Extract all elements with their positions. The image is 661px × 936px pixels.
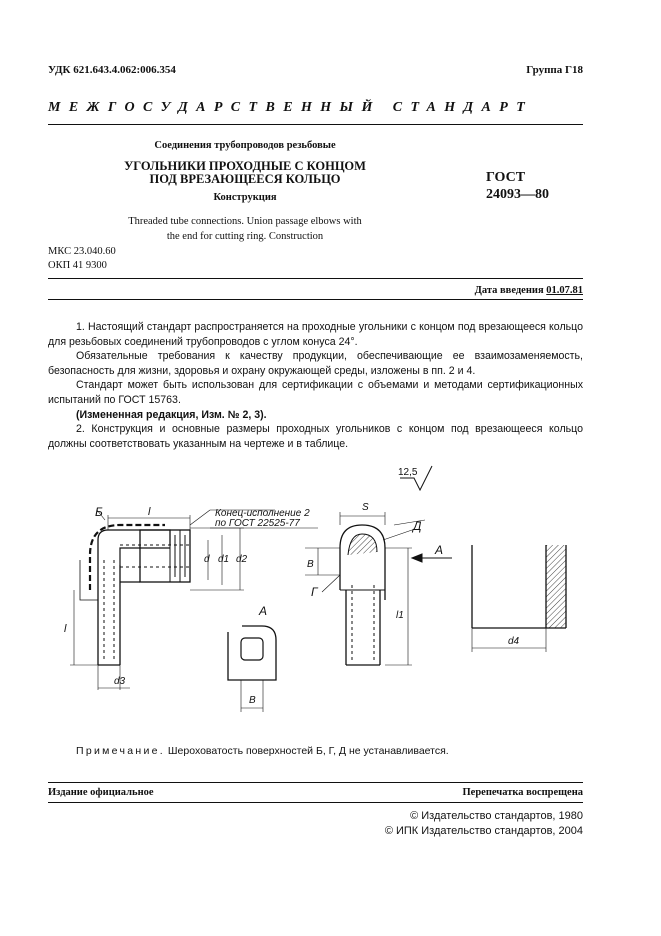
english-title-line1: Threaded tube connections. Union passage elbows with <box>128 216 362 227</box>
effective-date-value: 01.07.81 <box>546 285 583 296</box>
label-surface-g: Г <box>311 585 318 599</box>
paragraph-4: 2. Конструкция и основные размеры проходных угольников с концом под врезающееся кольцо должны соответствовать указанным на чертеже и в таблице. <box>48 423 583 450</box>
label-l1: l1 <box>396 610 404 621</box>
english-title <box>110 214 380 244</box>
effective-date-label: Дата введения <box>474 285 544 296</box>
amendment-note: (Измененная редакция, Изм. № 2, 3). <box>76 408 267 421</box>
mks-code: МКС 23.040.60 <box>48 246 116 257</box>
elbow-section-view <box>305 512 452 665</box>
udk-code: УДК 621.643.4.062:006.354 <box>48 64 176 76</box>
header-rule <box>48 124 583 125</box>
effective-date <box>475 285 583 296</box>
label-arrow-a: A <box>435 543 444 557</box>
footer-rule <box>48 782 583 783</box>
paragraph-3: Стандарт может быть использован для сертификации с объемами и методами сертификационных испытаний по ГОСТ 15763. <box>48 379 583 406</box>
body-text <box>48 320 583 451</box>
label-d1: d1 <box>218 554 230 565</box>
drawing-note <box>76 745 449 757</box>
label-length-l-vertical: l <box>64 623 67 635</box>
label-s: S <box>362 502 369 513</box>
roughness-symbol <box>398 466 432 490</box>
okp-code: ОКП 41 9300 <box>48 260 107 271</box>
label-b-height: B <box>307 559 314 570</box>
english-title-line2: the end for cutting ring. Construction <box>166 231 324 242</box>
label-d2: d2 <box>236 554 248 565</box>
label-d: d <box>204 554 210 565</box>
official-edition: Издание официальное <box>48 787 154 798</box>
copyright-2004: © ИПК Издательство стандартов, 2004 <box>384 825 583 837</box>
gost-label: ГОСТ <box>486 170 526 185</box>
note-text: Шероховатость поверхностей Б, Г, Д не устанавливается. <box>165 745 449 757</box>
label-d4: d4 <box>508 636 520 647</box>
label-surface-d: Д <box>413 519 422 533</box>
roughness-value: 12,5 <box>398 467 418 478</box>
label-end-line2: по ГОСТ 22525-77 <box>215 518 300 529</box>
label-view-a: A <box>259 604 268 618</box>
date-rule <box>48 299 583 300</box>
main-title-line1: УГОЛЬНИКИ ПРОХОДНЫЕ С КОНЦОМ <box>124 159 366 173</box>
label-end-line1: Конец-исполнение 2 <box>215 508 310 519</box>
label-b-width: B <box>249 695 256 706</box>
footer-rule-2 <box>48 802 583 803</box>
copyright-1980: © Издательство стандартов, 1980 <box>410 810 583 822</box>
reprint-prohibited: Перепечатка воспрещена <box>462 787 583 798</box>
group-code: Группа Г18 <box>526 64 583 76</box>
standard-banner: МЕЖГОСУДАРСТВЕННЫЙ СТАНДАРТ <box>48 100 534 115</box>
paragraph-2: Обязательные требования к качеству продукции, обеспечивающие ее взаимозаменяемость, безопасность для жизни, здоровья и охрану окружающей среды, изложены в пп. 2 и 4. <box>48 350 583 377</box>
category-title: Соединения трубопроводов резьбовые <box>154 140 336 151</box>
label-surface-b: Б <box>95 505 103 519</box>
subtitle: Конструкция <box>213 192 277 203</box>
note-prefix: Примечание. <box>76 745 165 757</box>
elbow-drawing <box>48 460 583 730</box>
label-d3: d3 <box>114 676 126 687</box>
elbow-side-view <box>70 510 318 690</box>
gost-number: 24093—80 <box>486 187 549 202</box>
codes-rule <box>48 278 583 279</box>
label-length-l: l <box>148 506 151 518</box>
main-title-line2: ПОД ВРЕЗАЮЩЕЕСЯ КОЛЬЦО <box>149 172 341 186</box>
paragraph-1: 1. Настоящий стандарт распространяется на проходные угольники с концом под врезающееся кольцо для резьбовых соединений трубопроводов с углом конуса 24°. <box>48 321 583 348</box>
